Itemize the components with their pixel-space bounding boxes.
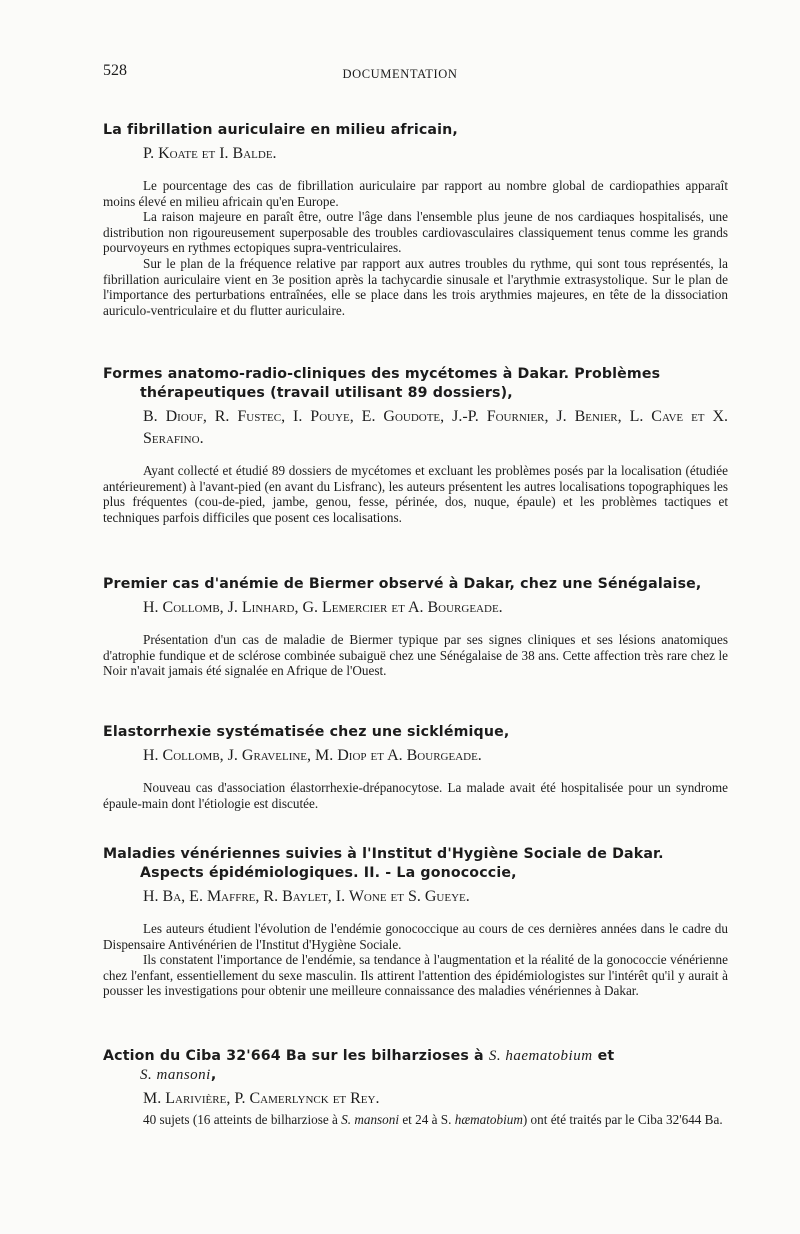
- abstract-paragraph: Présentation d'un cas de maladie de Biermer typique par ses signes cliniques et ses lésions anatomiques d'atrophie fundique et de sclérose combinée subaiguë chez une Sénégalaise de 38 ans. Cette affection très rare chez le Noir n'avait jamais été signalée en Afrique de l'Ouest.: [103, 632, 728, 679]
- title-text: ,: [210, 1067, 217, 1083]
- article-elastorrhexie: [103, 723, 728, 811]
- article-authors: M. Larivière, P. Camerlynck et Rey.: [143, 1090, 380, 1107]
- article-authors: B. Diouf, R. Fustec, I. Pouye, E. Goudote, J.-P. Fournier, J. Benier, L. Cave et X. Serafino.: [143, 408, 728, 447]
- article-abstract: [103, 178, 728, 318]
- abstract-paragraph: Ils constatent l'importance de l'endémie, sa tendance à l'augmentation et la réalité de la gonococcie vénérienne chez l'enfant, essentiellement du sexe masculin. Ils attirent l'attention des épidémiologistes sur l'intérêt qu'il y aurait à pousser les investigations pour obtenir une meilleure connaissance des maladies vénériennes à Dakar.: [103, 952, 728, 999]
- title-line: Aspects épidémiologiques. II. - La gonococcie,: [140, 865, 517, 881]
- abstract-text: ) ont été traités par le Ciba 32'644 Ba.: [522, 1112, 723, 1127]
- abstract-paragraph: Nouveau cas d'association élastorrhexie-drépanocytose. La malade avait été hospitalisée pour un syndrome épaule-main dont l'étiologie est discutée.: [103, 780, 728, 811]
- abstract-italic: hæmatobium: [454, 1112, 523, 1127]
- article-biermer: [103, 575, 728, 679]
- abstract-text: 40 sujets (16 atteints de bilharziose à: [143, 1112, 342, 1127]
- article-title: Premier cas d'anémie de Biermer observé à Dakar, chez une Sénégalaise,: [103, 576, 702, 592]
- running-head: DOCUMENTATION: [342, 67, 458, 81]
- title-italic-species: S. haematobium: [488, 1048, 593, 1064]
- article-title: La fibrillation auriculaire en milieu africain,: [103, 122, 458, 138]
- abstract-paragraph: Sur le plan de la fréquence relative par rapport aux autres troubles du rythme, qui sont tous représentés, la fibrillation auriculaire vient en 3e position après la tachycardie sinusale et l'arythmie extrasystolique. Sur le plan de l'importance des perturbations entraînées, elle se place dans les trois arythmies majeures, en tête de la dissociation auriculo-ventriculaire et du flutter auriculaire.: [103, 255, 728, 318]
- title-line: Formes anatomo-radio-cliniques des mycétomes à Dakar. Problèmes: [103, 366, 661, 382]
- title-line: thérapeutiques (travail utilisant 89 dossiers),: [140, 385, 513, 401]
- title-line: [103, 1066, 728, 1085]
- title-line: Maladies vénériennes suivies à l'Institut d'Hygiène Sociale de Dakar.: [103, 846, 664, 862]
- article-abstract: [103, 780, 728, 811]
- article-authors: H. Ba, E. Maffre, R. Baylet, I. Wone et S. Gueye.: [143, 888, 470, 905]
- abstract-paragraph: La raison majeure en paraît être, outre l'âge dans l'ensemble plus jeune de nos cardiaques hospitalisés, une distribution non rigoureusement superposable des troubles cardiovasculaires classiquement tenus comme les grands pourvoyeurs en rythmes ectopiques supra-ventriculaires.: [103, 209, 728, 256]
- article-abstract: [103, 1112, 728, 1128]
- article-abstract: [103, 463, 728, 525]
- abstract-paragraph: Les auteurs étudient l'évolution de l'endémie gonococcique au cours de ces dernières années dans le cadre du Dispensaire Antivénérien de l'Institut d'Hygiène Sociale.: [103, 921, 728, 952]
- article-mycetomes: [103, 365, 728, 525]
- article-abstract: [103, 921, 728, 999]
- abstract-paragraph: Ayant collecté et étudié 89 dossiers de mycétomes et excluant les problèmes posés par la localisation (étudiée antérieurement) à l'avant-pied (en avant du Lisfranc), les auteurs présentent les autres localisations topographiques les plus fréquentes (cou-de-pied, jambe, genou, fesse, périnée, dos, nuque, épaule) et les problèmes tactiques et techniques parfois difficiles que posent ces localisations.: [103, 463, 728, 525]
- article-atrial-fibrillation: [103, 121, 728, 318]
- title-text: Action du Ciba 32'664 Ba sur les bilharzioses à: [103, 1048, 489, 1064]
- article-authors: P. Koate et I. Balde.: [143, 145, 277, 162]
- article-title: [103, 845, 728, 883]
- abstract-italic: S. mansoni: [341, 1112, 400, 1127]
- article-title: [103, 1047, 728, 1085]
- abstract-text: et 24 à S.: [399, 1112, 455, 1127]
- title-italic-species: S. mansoni: [140, 1067, 211, 1083]
- article-authors: H. Collomb, J. Linhard, G. Lemercier et A. Bourgeade.: [143, 599, 503, 616]
- article-authors: H. Collomb, J. Graveline, M. Diop et A. Bourgeade.: [143, 747, 482, 764]
- abstract-paragraph: Le pourcentage des cas de fibrillation auriculaire par rapport au nombre global de cardiopathies apparaît moins élevé en milieu africain qu'en Europe.: [103, 178, 728, 209]
- article-title: [103, 365, 728, 403]
- article-title: Elastorrhexie systématisée chez une sicklémique,: [103, 724, 510, 740]
- abstract-paragraph: [103, 1112, 728, 1128]
- article-ciba-bilharzioses: [103, 1047, 728, 1128]
- article-abstract: [103, 632, 728, 679]
- title-text: et: [592, 1048, 615, 1064]
- page-number: 528: [103, 62, 127, 79]
- article-gonococcie: [103, 845, 728, 999]
